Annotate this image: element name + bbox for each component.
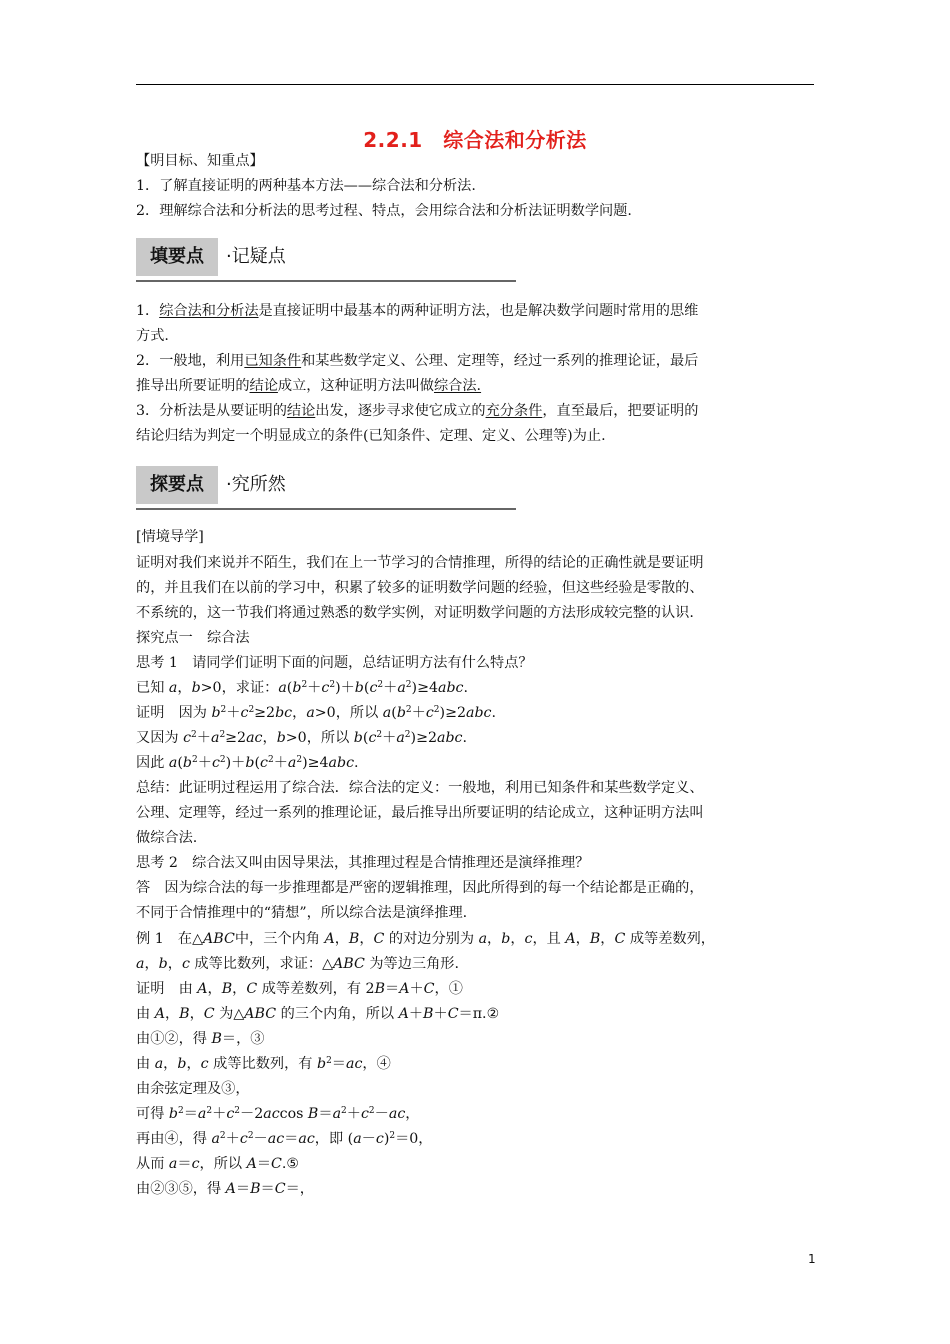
goals-heading: 【明目标、知重点】 <box>136 153 264 169</box>
scene-text: 证明对我们来说并不陌生，我们在上一节学习的合情推理，所得的结论的正确性就是要证明 <box>136 555 704 571</box>
section-banner-fill <box>136 236 516 280</box>
point-1: 1．综合法和分析法是直接证明中最基本的两种证明方法，也是解决数学问题时常用的思维 <box>136 303 699 319</box>
summary-text: 总结：此证明过程运用了综合法．综合法的定义：一般地，利用已知条件和某些数学定义、 <box>136 780 704 796</box>
page-number: 1 <box>808 1252 816 1266</box>
example-proof-step: 由②③⑤，得 A＝B＝C＝， <box>136 1181 314 1197</box>
answer-text: 答 因为综合法的每一步推理都是严密的逻辑推理，因此所得到的每一个结论都是正确的， <box>136 880 704 896</box>
proof-given: 已知 a，b>0，求证：$a(b^2+c^2)+b(c^2+a^2)\ge 4abc$. <box>136 680 468 696</box>
example-proof-step: 证明 由 A，B，C 成等差数列，有 2B＝A＋C，① <box>136 981 463 997</box>
summary-text: 公理、定理等，经过一系列的推理论证，最后推导出所要证明的结论成立，这种证明方法叫 <box>136 805 704 821</box>
point-2-cont: 推导出所要证明的结论成立，这种证明方法叫做综合法. <box>136 378 482 394</box>
section-underline <box>136 280 516 282</box>
point-2: 2．一般地，利用已知条件和某些数学定义、公理、定理等，经过一系列的推理论证，最后 <box>136 353 699 369</box>
point-1-cont: 方式. <box>136 328 169 344</box>
explore-point-1: 探究点一 综合法 <box>136 630 250 646</box>
proof-step: 证明 因为 $b^2+c^2\ge 2bc$，a>0，所以 $a(b^2+c^2)\ge 2abc$. <box>136 705 496 721</box>
example-proof-step: 由余弦定理及③， <box>136 1081 250 1097</box>
example-proof-step: 由 A，B，C 为△ABC 的三个内角，所以 A＋B＋C＝π.② <box>136 1006 500 1022</box>
example-proof-step: 由①②，得 B＝，③ <box>136 1031 265 1047</box>
example-proof-step: 从而 a＝c，所以 A＝C.⑤ <box>136 1156 300 1172</box>
proof-step: 又因为 $c^2+a^2\ge 2ac$，b>0，所以 $b(c^2+a^2)\ge 2abc$. <box>136 730 467 746</box>
example-1: 例 1 在△ABC中，三个内角 A，B，C 的对边分别为 a，b，c，且 A，B，C 成等差数列， <box>136 931 715 947</box>
section-banner-explore <box>136 464 516 508</box>
point-3-cont: 结论归结为判定一个明显成立的条件(已知条件、定理、定义、公理等)为止. <box>136 428 606 444</box>
point-3: 3．分析法是从要证明的结论出发，逐步寻求使它成立的充分条件，直至最后，把要证明的 <box>136 403 699 419</box>
proof-step: 因此 $a(b^2+c^2)+b(c^2+a^2)\ge 4abc$. <box>136 755 359 771</box>
example-1-cont: a，b，c 成等比数列，求证：△ABC 为等边三角形. <box>136 956 459 972</box>
goal-item: 2．理解综合法和分析法的思考过程、特点，会用综合法和分析法证明数学问题. <box>136 203 632 219</box>
answer-text: 不同于合情推理中的“猜想”，所以综合法是演绎推理. <box>136 905 468 921</box>
scene-text: 不系统的，这一节我们将通过熟悉的数学实例，对证明数学问题的方法形成较完整的认识. <box>136 605 694 621</box>
think-2: 思考 2 综合法又叫由因导果法，其推理过程是合情推理还是演绎推理？ <box>136 855 590 871</box>
summary-text: 做综合法. <box>136 830 198 846</box>
think-1: 思考 1 请同学们证明下面的问题，总结证明方法有什么特点？ <box>136 655 533 671</box>
example-proof-step: 由 a，b，c 成等比数列，有 $b^2=ac$，④ <box>136 1056 391 1072</box>
section-subtitle: ·记疑点 <box>226 246 286 267</box>
top-rule <box>136 84 814 85</box>
scene-heading: [情境导学] <box>136 529 204 545</box>
page-title: 2.2.1 综合法和分析法 <box>363 128 587 152</box>
scene-text: 的，并且我们在以前的学习中，积累了较多的证明数学问题的经验，但这些经验是零散的、 <box>136 580 704 596</box>
example-proof-step: 可得 $b^2=a^2+c^2-2accos$ $B=a^2+c^2-ac$， <box>136 1106 420 1122</box>
section-subtitle: ·究所然 <box>226 474 286 495</box>
section-tag: 填要点 <box>136 238 218 276</box>
goal-item: 1．了解直接证明的两种基本方法——综合法和分析法. <box>136 178 476 194</box>
example-proof-step: 再由④，得 $a^2+c^2-ac=ac$，即 $(a-c)^2=0$， <box>136 1131 433 1147</box>
section-tag: 探要点 <box>136 466 218 504</box>
section-underline <box>136 508 516 510</box>
